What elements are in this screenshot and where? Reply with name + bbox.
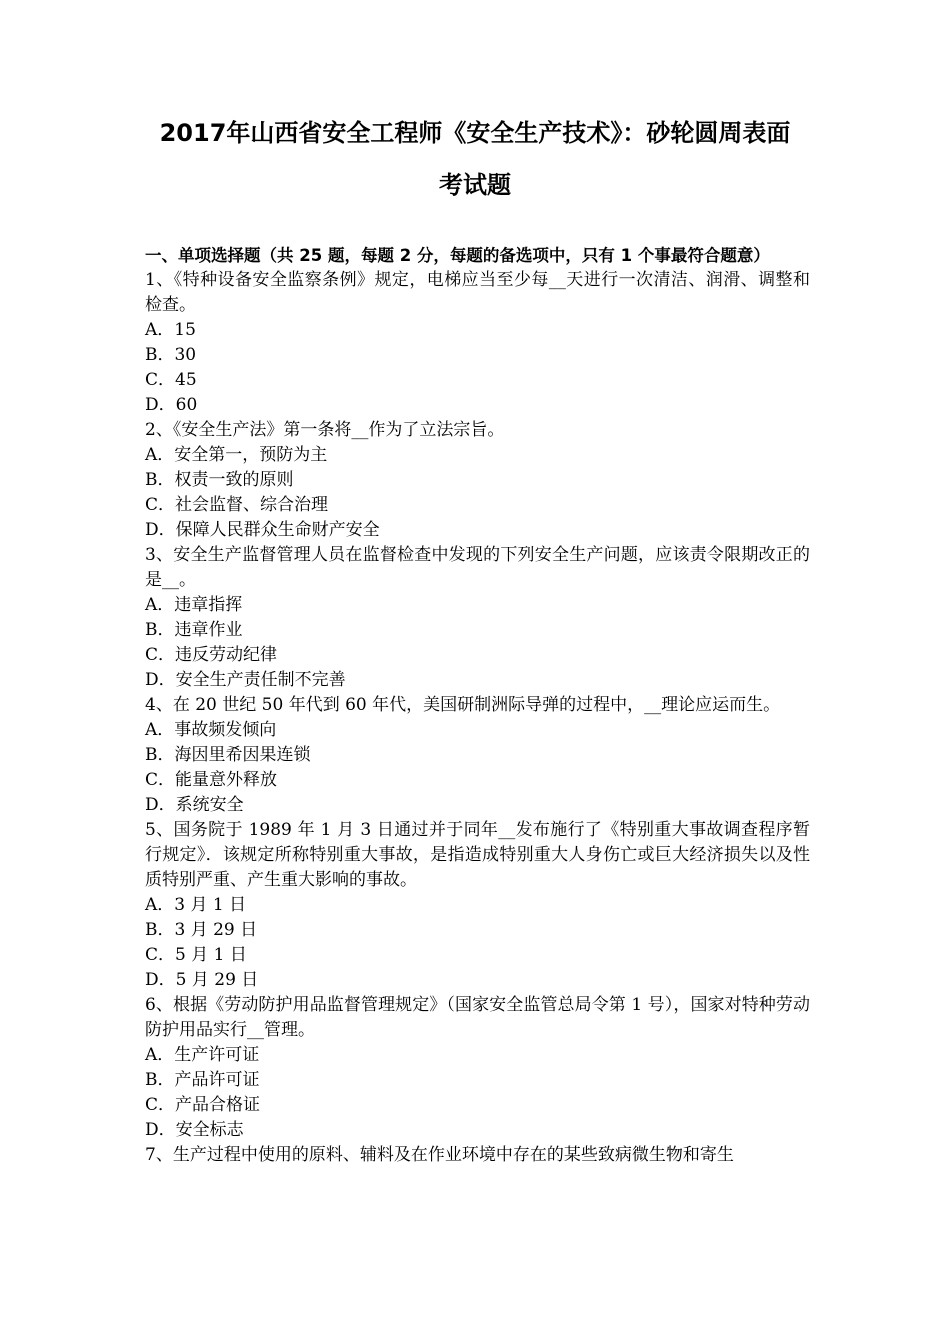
- question-text: 7、生产过程中使用的原料、辅料及在作业环境中存在的某些致病微生物和寄生: [145, 1145, 734, 1165]
- document-body: [145, 243, 810, 1168]
- option-c: C．5 月 1 日: [145, 945, 247, 965]
- question-block-4: [145, 693, 810, 818]
- option-a: A．15: [145, 320, 196, 340]
- question-text: 3、安全生产监督管理人员在监督检查中发现的下列安全生产问题，应该责令限期改正的是__。: [145, 545, 810, 590]
- question-text: 4、在 20 世纪 50 年代到 60 年代，美国研制洲际导弹的过程中，__理论应运而生。: [145, 695, 781, 715]
- option-a: A．生产许可证: [145, 1045, 260, 1065]
- question-block-6: [145, 993, 810, 1143]
- option-b: B．30: [145, 345, 197, 365]
- question-text: 5、国务院于 1989 年 1 月 3 日通过并于同年__发布施行了《特别重大事故调查程序暂行规定》．该规定所称特别重大事故，是指造成特别重大人身伤亡或巨大经济损失以及性质特别严重、产生重大影响的事故。: [145, 820, 810, 890]
- question-block-5: [145, 818, 810, 993]
- section-heading: 一、单项选择题（共 25 题，每题 2 分，每题的备选项中，只有 1 个事最符合题意）: [145, 246, 770, 265]
- option-c: C．社会监督、综合治理: [145, 495, 329, 515]
- option-d: D．系统安全: [145, 795, 244, 815]
- option-d: D．60: [145, 395, 198, 415]
- option-c: C．违反劳动纪律: [145, 645, 278, 665]
- option-b: B．3 月 29 日: [145, 920, 258, 940]
- question-block-1: [145, 268, 810, 418]
- question-text: 6、根据《劳动防护用品监督管理规定》（国家安全监管总局令第 1 号），国家对特种劳动防护用品实行__管理。: [145, 995, 810, 1040]
- option-c: C．产品合格证: [145, 1095, 261, 1115]
- option-d: D．安全标志: [145, 1120, 244, 1140]
- option-d: D．保障人民群众生命财产安全: [145, 520, 380, 540]
- question-block-3: [145, 543, 810, 693]
- question-block-2: [145, 418, 810, 543]
- option-c: C．45: [145, 370, 197, 390]
- option-b: B．海因里希因果连锁: [145, 745, 311, 765]
- option-b: B．违章作业: [145, 620, 243, 640]
- question-text: 2、《安全生产法》第一条将__作为了立法宗旨。: [145, 420, 505, 440]
- option-c: C．能量意外释放: [145, 770, 278, 790]
- document-title-line-2: 考试题: [439, 171, 511, 199]
- option-a: A．安全第一，预防为主: [145, 445, 328, 465]
- option-b: B．权责一致的原则: [145, 470, 294, 490]
- document-title-line-1: 2017年山西省安全工程师《安全生产技术》：砂轮圆周表面: [159, 119, 791, 147]
- option-d: D．安全生产责任制不完善: [145, 670, 346, 690]
- question-block-7: [145, 1143, 810, 1168]
- option-d: D．5 月 29 日: [145, 970, 259, 990]
- question-text: 1、《特种设备安全监察条例》规定，电梯应当至少每__天进行一次清洁、润滑、调整和检查。: [145, 270, 810, 315]
- option-a: A．3 月 1 日: [145, 895, 247, 915]
- option-a: A．事故频发倾向: [145, 720, 277, 740]
- option-a: A．违章指挥: [145, 595, 243, 615]
- option-b: B．产品许可证: [145, 1070, 260, 1090]
